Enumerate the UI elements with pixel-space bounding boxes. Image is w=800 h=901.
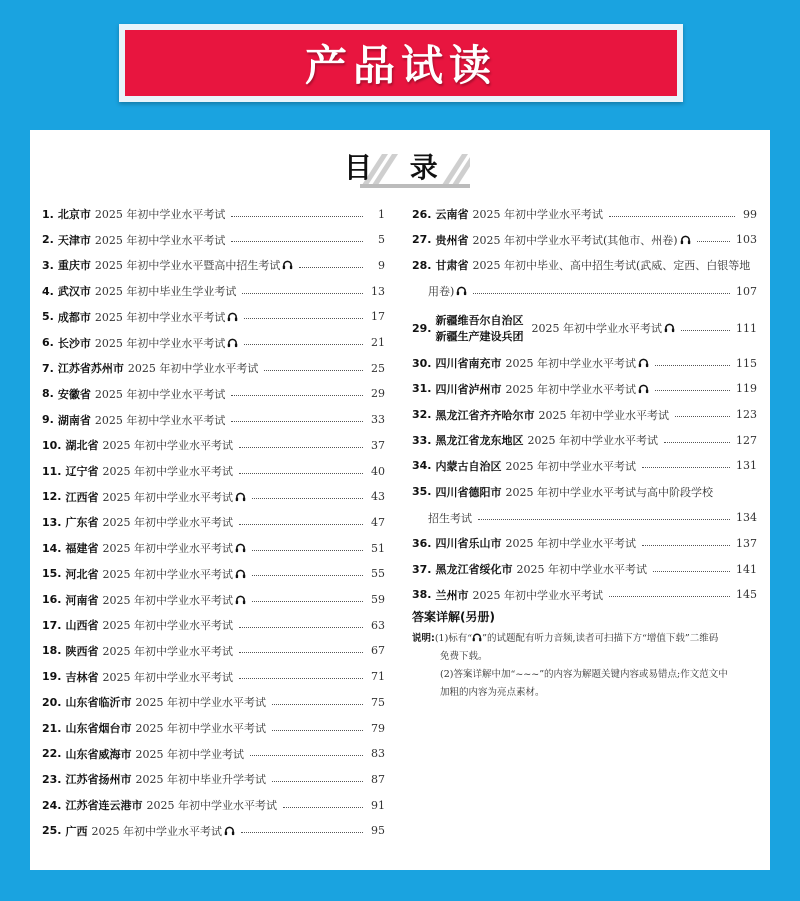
- entry-name: 江苏省苏州市: [57, 362, 124, 376]
- toc-entry[interactable]: [42, 821, 385, 841]
- entry-name: 河南省: [65, 593, 99, 607]
- entry-page-number: 131: [736, 459, 757, 473]
- dot-leader: [252, 575, 363, 576]
- entry-number: 5.: [42, 310, 54, 324]
- dot-leader: [244, 318, 363, 319]
- dot-leader: [609, 596, 730, 597]
- entry-description: 2025 年初中学业水平考试: [91, 824, 222, 838]
- dot-leader: [231, 395, 363, 396]
- entry-number: 2.: [42, 233, 54, 247]
- dot-leader: [231, 241, 363, 242]
- entry-page-number: 37: [371, 438, 385, 452]
- entry-name: 四川省德阳市: [435, 485, 502, 499]
- headphone-icon: [638, 384, 649, 394]
- toc-entry[interactable]: [42, 564, 385, 584]
- entry-description: 2025 年初中学业水平考试: [102, 619, 233, 633]
- entry-description: 2025 年初中学业水平考试: [146, 799, 277, 813]
- entry-description: 2025 年初中学业水平考试: [94, 233, 226, 247]
- toc-entry[interactable]: [42, 667, 385, 687]
- dot-leader: [252, 550, 363, 551]
- toc-entry[interactable]: [412, 533, 757, 553]
- entry-page-number: 145: [736, 588, 757, 602]
- entry-page-number: 134: [736, 511, 757, 525]
- entry-name: 河北省: [65, 567, 99, 581]
- dot-leader: [242, 293, 363, 294]
- dot-leader: [264, 370, 363, 371]
- dot-leader: [239, 627, 363, 628]
- headphone-icon: [235, 543, 246, 553]
- dot-leader: [473, 293, 730, 294]
- entry-name: 陕西省: [65, 644, 99, 658]
- entry-description: 2025 年初中学业水平考试: [102, 465, 233, 478]
- entry-description: 2025 年初中学业考试: [135, 747, 244, 761]
- entry-number: 26.: [412, 207, 432, 221]
- entry-number: 23.: [42, 772, 62, 786]
- entry-number: 13.: [42, 515, 62, 529]
- entry-page-number: 103: [736, 233, 757, 247]
- entry-page-number: 91: [371, 798, 385, 812]
- dot-leader: [272, 704, 363, 705]
- entry-name: 湖北省: [65, 439, 99, 453]
- entry-name: 云南省: [435, 208, 469, 221]
- entry-description: 2025 年初中学业水平考试: [531, 322, 662, 336]
- entry-page-number: 79: [371, 721, 385, 735]
- entry-number: 1.: [42, 207, 54, 221]
- dot-leader: [697, 241, 730, 242]
- entry-page-number: 123: [736, 408, 757, 421]
- entry-description: 2025 年初中学业水平考试: [94, 310, 226, 324]
- dot-leader: [681, 330, 730, 331]
- entry-page-number: 9: [378, 258, 385, 272]
- entry-page-number: 13: [371, 284, 385, 298]
- entry-number: 16.: [42, 593, 62, 606]
- headphone-icon: [456, 286, 467, 296]
- entry-page-number: 17: [371, 310, 385, 324]
- toc-entry[interactable]: [42, 410, 385, 430]
- entry-name-line2: 新疆生产建设兵团: [435, 330, 524, 344]
- entry-description: 2025 年初中毕业生学业考试: [94, 285, 237, 299]
- headphone-icon: [638, 358, 649, 368]
- entry-number: 20.: [42, 695, 62, 709]
- entry-page-number: 5: [378, 233, 385, 247]
- toc-entry[interactable]: [412, 482, 757, 502]
- toc-entry[interactable]: [42, 333, 385, 353]
- entry-name-stack: [436, 312, 528, 344]
- banner: [125, 30, 677, 96]
- dot-leader: [272, 781, 363, 782]
- entry-page-number: 29: [371, 387, 385, 401]
- entry-name: 内蒙古自治区: [435, 459, 502, 473]
- toc-entry[interactable]: [42, 461, 385, 481]
- toc-entry[interactable]: [42, 795, 385, 815]
- entry-page-number: 107: [736, 284, 757, 298]
- entry-description: 2025 年初中学业水平考试: [516, 563, 647, 576]
- toc-entry[interactable]: [42, 384, 385, 404]
- entry-number: 7.: [42, 361, 54, 375]
- entry-name: 吉林省: [65, 670, 99, 684]
- entry-name: 北京市: [57, 208, 91, 221]
- toc-entry[interactable]: [42, 744, 385, 764]
- entry-description: 2025 年初中学业水平考试: [102, 439, 233, 453]
- dot-leader: [231, 421, 363, 422]
- entry-number: 11.: [42, 464, 62, 478]
- entry-description: 2025 年初中学业水平考试: [527, 434, 658, 448]
- answers-note-2: (2)答案详解中加“~~~”的内容为解题关键内容或易错点;作文范文中: [440, 669, 728, 680]
- entry-description-line2: 用卷): [428, 285, 455, 299]
- entry-name: 山西省: [65, 619, 99, 633]
- entry-description: 2025 年初中学业水平考试: [472, 588, 603, 602]
- entry-page-number: 141: [736, 562, 757, 576]
- toc-entry[interactable]: [412, 456, 757, 476]
- dot-leader: [252, 498, 363, 499]
- dot-leader: [231, 216, 363, 217]
- entry-number: 32.: [412, 408, 432, 421]
- entry-description: 2025 年初中学业水平考试: [94, 336, 226, 350]
- entry-page-number: 63: [371, 618, 385, 632]
- toc-entry[interactable]: [412, 230, 757, 250]
- entry-name: 福建省: [65, 542, 99, 556]
- toc-entry[interactable]: [42, 590, 385, 610]
- headphone-icon: [235, 569, 246, 579]
- toc-entry-continuation[interactable]: [428, 508, 757, 528]
- entry-description: 2025 年初中学业水平暨高中招生考试: [94, 259, 281, 273]
- toc-entry[interactable]: [42, 512, 385, 532]
- toc-header: [330, 140, 470, 188]
- entry-number: 12.: [42, 490, 62, 504]
- dot-leader: [675, 416, 730, 417]
- headphone-icon: [235, 595, 246, 605]
- entry-page-number: 115: [736, 356, 757, 370]
- entry-name: 江苏省扬州市: [65, 773, 132, 787]
- toc-page: [30, 130, 770, 870]
- entry-number: 35.: [412, 485, 432, 499]
- headphone-icon: [664, 323, 675, 333]
- entry-name: 四川省南充市: [435, 357, 502, 371]
- headphone-icon: [224, 826, 235, 836]
- dot-leader: [272, 730, 363, 731]
- toc-entry[interactable]: [42, 487, 385, 507]
- entry-page-number: 111: [736, 321, 757, 335]
- entry-page-number: 75: [371, 695, 385, 709]
- entry-page-number: 95: [371, 824, 385, 838]
- dot-leader: [478, 519, 730, 520]
- entry-name: 兰州市: [435, 588, 469, 602]
- entry-description: 2025 年初中学业水平考试: [94, 208, 226, 221]
- toc-entry[interactable]: [42, 358, 385, 378]
- toc-entry[interactable]: [42, 538, 385, 558]
- answers-note-2-cont: 加粗的内容为亮点素材。: [440, 687, 545, 698]
- entry-page-number: 87: [371, 772, 385, 786]
- answers-title: 答案详解(另册): [412, 610, 495, 624]
- toc-entry[interactable]: [42, 307, 385, 327]
- toc-entry[interactable]: [412, 559, 757, 579]
- dot-leader: [239, 524, 363, 525]
- dot-leader: [239, 652, 363, 653]
- dot-leader: [609, 216, 735, 217]
- dot-leader: [642, 545, 730, 546]
- entry-page-number: 67: [371, 644, 385, 658]
- entry-number: 19.: [42, 670, 62, 684]
- entry-number: 17.: [42, 618, 62, 632]
- entry-number: 33.: [412, 433, 432, 447]
- entry-page-number: 33: [371, 413, 385, 427]
- entry-page-number: 40: [371, 464, 385, 478]
- headphone-icon: [680, 235, 691, 245]
- entry-number: 8.: [42, 387, 54, 401]
- dot-leader: [653, 571, 730, 572]
- toc-entry[interactable]: [42, 230, 385, 250]
- answers-note-1: [412, 630, 757, 648]
- dot-leader: [664, 442, 730, 443]
- entry-page-number: 83: [371, 747, 385, 761]
- entry-description: 2025 年初中毕业升学考试: [135, 773, 266, 787]
- toc-entry[interactable]: [412, 585, 757, 605]
- toc-entry[interactable]: [42, 435, 385, 455]
- entry-number: 21.: [42, 721, 62, 735]
- entry-number: 15.: [42, 567, 62, 581]
- entry-name: 黑龙江省齐齐哈尔市: [435, 408, 535, 422]
- headphone-icon: [472, 633, 482, 642]
- entry-page-number: 1: [378, 207, 385, 221]
- entry-description: 2025 年初中学业水平考试: [102, 670, 233, 684]
- toc-entry[interactable]: [42, 641, 385, 661]
- entry-name: 江西省: [65, 490, 99, 504]
- dot-leader: [655, 390, 730, 391]
- toc-entry[interactable]: [412, 379, 757, 399]
- entry-name: 湖南省: [57, 413, 91, 427]
- entry-number: 4.: [42, 284, 54, 298]
- entry-number: 27.: [412, 233, 432, 247]
- entry-description: 2025 年初中学业水平考试: [94, 387, 226, 401]
- banner-frame: [119, 24, 683, 102]
- banner-title: 产品试读: [304, 41, 497, 90]
- dot-leader: [239, 447, 363, 448]
- toc-entry[interactable]: [42, 204, 385, 224]
- toc-title: 目 录: [344, 151, 452, 184]
- entry-number: 18.: [42, 644, 62, 658]
- toc-entry[interactable]: [42, 718, 385, 738]
- entry-description: 2025 年初中学业水平考试: [94, 413, 226, 427]
- dot-leader: [299, 267, 363, 268]
- headphone-icon: [227, 338, 238, 348]
- entry-number: 36.: [412, 536, 432, 550]
- entry-description: 2025 年初中学业水平考试: [505, 459, 636, 473]
- headphone-icon: [227, 312, 238, 322]
- entry-page-number: 43: [371, 490, 385, 504]
- note-label: 说明:: [412, 633, 435, 644]
- entry-page-number: 127: [736, 433, 757, 447]
- entry-page-number: 55: [371, 567, 385, 581]
- entry-page-number: 51: [371, 541, 385, 555]
- headphone-icon: [282, 260, 293, 270]
- dot-leader: [283, 807, 363, 808]
- entry-description: 2025 年初中学业水平考试: [127, 362, 259, 376]
- entry-name: 广西: [65, 824, 88, 838]
- entry-number: 14.: [42, 541, 62, 555]
- toc-entry[interactable]: [412, 405, 757, 425]
- entry-number: 34.: [412, 459, 432, 473]
- entry-name: 四川省乐山市: [435, 537, 502, 551]
- entry-description: 2025 年初中学业水平考试: [505, 382, 636, 396]
- dot-leader: [252, 601, 363, 602]
- entry-description: 2025 年初中毕业、高中招生考试(武威、定西、白银等地: [472, 259, 751, 273]
- entry-description: 2025 年初中学业水平考试: [135, 722, 266, 735]
- entry-description: 2025 年初中学业水平考试: [102, 567, 233, 581]
- toc-entry[interactable]: [42, 255, 385, 275]
- entry-page-number: 47: [371, 515, 385, 529]
- entry-page-number: 25: [371, 361, 385, 375]
- toc-entry[interactable]: [42, 692, 385, 712]
- dot-leader: [244, 344, 363, 345]
- dot-leader: [239, 678, 363, 679]
- entry-name: 成都市: [57, 310, 91, 324]
- toc-entry[interactable]: [412, 307, 757, 349]
- toc-entry[interactable]: [42, 769, 385, 789]
- dot-leader: [250, 755, 363, 756]
- entry-name: 山东省威海市: [65, 747, 132, 761]
- toc-entry[interactable]: [412, 430, 757, 450]
- entry-number: 28.: [412, 258, 432, 272]
- entry-description: 2025 年初中学业水平考试: [505, 357, 636, 371]
- toc-entry-continuation[interactable]: [428, 281, 757, 301]
- toc-entry[interactable]: [412, 255, 757, 275]
- toc-entry[interactable]: [42, 615, 385, 635]
- entry-number: 9.: [42, 413, 54, 427]
- entry-page-number: 21: [371, 336, 385, 349]
- dot-leader: [655, 365, 730, 366]
- entry-description: 2025 年初中学业水平考试: [472, 208, 603, 221]
- dot-leader: [241, 832, 363, 833]
- entry-description: 2025 年初中学业水平考试(其他市、州卷): [472, 233, 678, 247]
- entry-description-line2: 招生考试: [428, 511, 472, 525]
- entry-name: 天津市: [57, 233, 91, 247]
- entry-name: 江苏省连云港市: [65, 799, 143, 813]
- entry-number: 22.: [42, 747, 62, 761]
- entry-number: 29.: [412, 321, 432, 335]
- entry-name: 四川省泸州市: [435, 382, 502, 396]
- entry-number: 24.: [42, 798, 62, 812]
- entry-name: 长沙市: [57, 336, 91, 350]
- entry-description: 2025 年初中学业水平考试: [505, 537, 636, 551]
- entry-description: 2025 年初中学业水平考试: [102, 516, 233, 530]
- dot-leader: [239, 473, 363, 474]
- entry-name: 广东省: [65, 516, 99, 530]
- entry-description: 2025 年初中学业水平考试: [102, 542, 233, 556]
- entry-name: 贵州省: [435, 233, 469, 247]
- toc-entry[interactable]: [412, 353, 757, 373]
- entry-page-number: 99: [743, 207, 757, 221]
- entry-name: 黑龙江省绥化市: [435, 563, 513, 576]
- entry-number: 10.: [42, 438, 62, 452]
- entry-name: 武汉市: [57, 285, 91, 299]
- entry-number: 31.: [412, 382, 432, 396]
- entry-description: 2025 年初中学业水平考试: [102, 593, 233, 607]
- entry-name: 甘肃省: [435, 259, 469, 273]
- entry-page-number: 71: [371, 670, 385, 684]
- entry-name: 山东省临沂市: [65, 696, 132, 710]
- entry-page-number: 59: [371, 593, 385, 606]
- headphone-icon: [235, 492, 246, 502]
- entry-description: 2025 年初中学业水平考试: [102, 490, 233, 504]
- answers-note-1-cont: 免费下载。: [440, 651, 488, 662]
- entry-name: 新疆维吾尔自治区: [435, 314, 524, 328]
- entry-name: 山东省烟台市: [65, 722, 132, 735]
- note-1-text-b: ”的试题配有听力音频,读者可扫描下方“增值下载”二维码: [482, 633, 719, 644]
- entry-number: 37.: [412, 562, 432, 576]
- note-1-text-a: (1)标有“: [434, 633, 473, 644]
- entry-name: 安徽省: [57, 387, 91, 401]
- entry-description: 2025 年初中学业水平考试与高中阶段学校: [505, 485, 713, 499]
- entry-name: 重庆市: [57, 259, 91, 273]
- dot-leader: [642, 467, 730, 468]
- entry-page-number: 137: [736, 536, 757, 550]
- toc-entry[interactable]: [42, 281, 385, 301]
- entry-description: 2025 年初中学业水平考试: [135, 696, 266, 710]
- entry-page-number: 119: [736, 382, 757, 396]
- entry-description: 2025 年初中学业水平考试: [102, 644, 233, 658]
- entry-name: 黑龙江省龙东地区: [435, 434, 524, 448]
- entry-description: 2025 年初中学业水平考试: [538, 408, 669, 422]
- entry-number: 6.: [42, 336, 54, 349]
- entry-number: 38.: [412, 588, 432, 602]
- entry-number: 25.: [42, 824, 62, 838]
- entry-number: 3.: [42, 258, 54, 272]
- entry-number: 30.: [412, 356, 432, 370]
- toc-entry[interactable]: [412, 204, 757, 224]
- entry-name: 辽宁省: [65, 465, 99, 478]
